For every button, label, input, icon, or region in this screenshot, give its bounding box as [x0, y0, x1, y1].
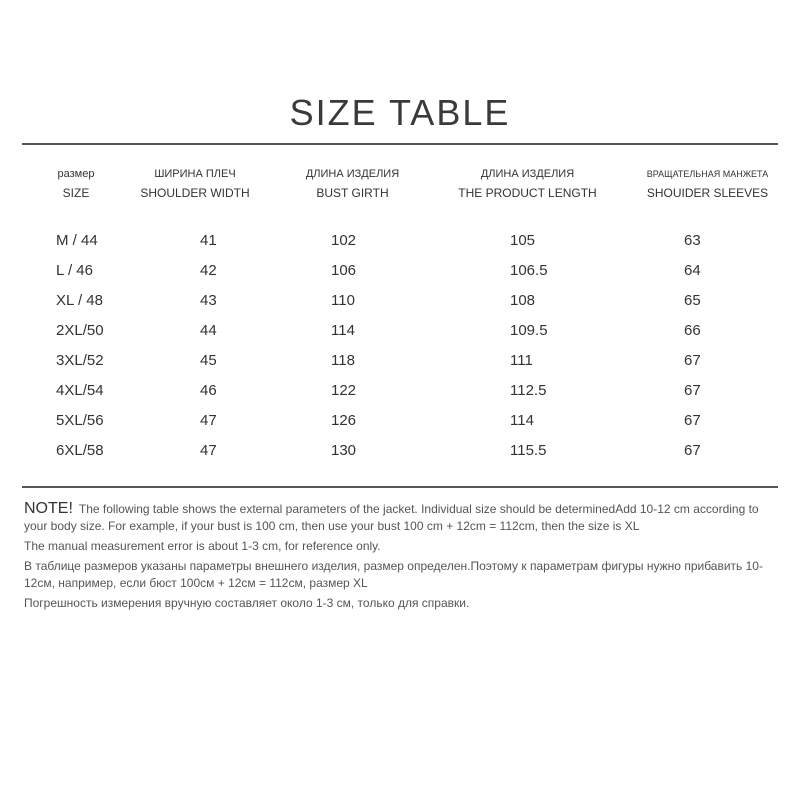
cell-size: XL / 48	[56, 292, 103, 309]
cell-size: 5XL/56	[56, 412, 104, 429]
cell-length: 115.5	[510, 442, 547, 459]
header-bust	[285, 165, 420, 203]
table-row	[0, 232, 800, 262]
cell-bust: 114	[331, 322, 355, 339]
header-bust-en: BUST GIRTH	[316, 186, 389, 200]
header-bust-ru: ДЛИНА ИЗДЕЛИЯ	[305, 168, 400, 180]
cell-shoulder: 45	[200, 352, 217, 369]
cell-bust: 126	[331, 412, 357, 429]
header-length-en: THE PRODUCT LENGTH	[458, 186, 597, 200]
cell-shoulder: 46	[200, 382, 217, 399]
note-label: NOTE!	[24, 500, 73, 517]
page-title: SIZE TABLE	[289, 92, 511, 133]
header-sleeves-ru: ВРАЩАТЕЛЬНАЯ МАНЖЕТА	[646, 169, 769, 179]
table-row	[0, 382, 800, 412]
note-ru-1: В таблице размеров указаны параметры внешнего изделия, размер определен.Поэтому к параметрам фигуры нужно прибавить 10-12см, например, если бюст 100см + 12см = 112см, размер XL	[24, 559, 763, 590]
cell-length: 108	[510, 292, 536, 309]
cell-sleeves: 64	[684, 262, 701, 279]
cell-size: M / 44	[56, 232, 98, 249]
divider-bottom	[22, 486, 778, 488]
note-block	[24, 500, 784, 612]
cell-shoulder: 41	[200, 232, 217, 249]
cell-size: L / 46	[56, 262, 93, 279]
cell-shoulder: 47	[200, 412, 217, 429]
cell-sleeves: 67	[684, 442, 701, 459]
cell-bust: 106	[331, 262, 357, 279]
note-en-1: The following table shows the external parameters of the jacket. Individual size should be determinedAdd 10-12 cm according to your body size. For example, if your bust is 100 cm, then use your bust 100 cm + 12cm = 112cm, then the size is XL	[24, 502, 759, 533]
cell-length: 109.5	[510, 322, 548, 339]
cell-sleeves: 63	[684, 232, 701, 249]
note-en-2: The manual measurement error is about 1-3 cm, for reference only.	[24, 539, 381, 553]
table-row	[0, 442, 800, 472]
header-size-ru: размер	[57, 168, 95, 180]
table-row	[0, 262, 800, 292]
cell-sleeves: 67	[684, 412, 701, 429]
cell-bust: 130	[331, 442, 357, 459]
cell-shoulder: 47	[200, 442, 217, 459]
cell-bust: 102	[331, 232, 357, 249]
cell-length: 111	[510, 352, 533, 369]
cell-length: 105	[510, 232, 536, 249]
table-row	[0, 322, 800, 352]
cell-length: 112.5	[510, 382, 547, 399]
cell-size: 6XL/58	[56, 442, 104, 459]
header-length-ru: ДЛИНА ИЗДЕЛИЯ	[480, 168, 575, 180]
cell-sleeves: 67	[684, 382, 701, 399]
table-row	[0, 352, 800, 382]
note-ru-2: Погрешность измерения вручную составляет около 1-3 см, только для справки.	[24, 596, 470, 610]
cell-size: 3XL/52	[56, 352, 104, 369]
cell-shoulder: 42	[200, 262, 217, 279]
header-shoulder	[130, 165, 260, 203]
header-sleeves-en: SHOUIDER SLEEVES	[646, 186, 769, 200]
cell-size: 4XL/54	[56, 382, 104, 399]
cell-bust: 122	[331, 382, 357, 399]
table-row	[0, 412, 800, 442]
table-row	[0, 292, 800, 322]
cell-shoulder: 44	[200, 322, 217, 339]
cell-size: 2XL/50	[56, 322, 104, 339]
cell-length: 114	[510, 412, 534, 429]
cell-sleeves: 66	[684, 322, 701, 339]
cell-sleeves: 67	[684, 352, 701, 369]
cell-sleeves: 65	[684, 292, 701, 309]
header-sleeves	[630, 165, 785, 203]
header-size-en: SIZE	[62, 186, 90, 200]
cell-bust: 110	[331, 292, 355, 309]
header-shoulder-en: SHOULDER WIDTH	[140, 186, 250, 200]
header-size	[48, 165, 104, 203]
header-length	[450, 165, 605, 203]
cell-bust: 118	[331, 352, 355, 369]
divider-top	[22, 143, 778, 145]
cell-length: 106.5	[510, 262, 548, 279]
header-shoulder-ru: ШИРИНА ПЛЕЧ	[154, 168, 236, 180]
cell-shoulder: 43	[200, 292, 217, 309]
